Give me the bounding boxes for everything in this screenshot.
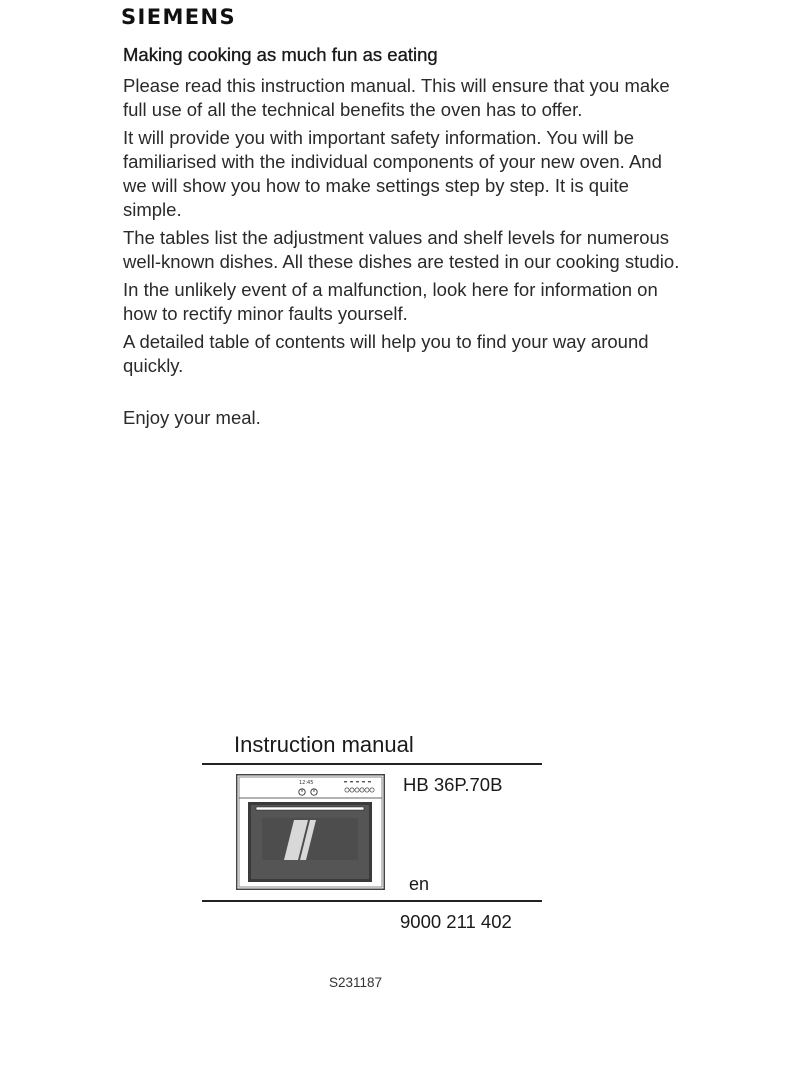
siemens-logo: SIEMENS bbox=[121, 5, 237, 29]
bottom-rule bbox=[202, 900, 542, 902]
oven-illustration bbox=[236, 774, 385, 890]
oven-door bbox=[248, 802, 372, 882]
intro-paragraph: The tables list the adjustment values and shelf levels for numerous well-known dishes. All these dishes are tested in our cooking studio. bbox=[123, 227, 680, 272]
top-rule bbox=[202, 763, 542, 765]
intro-paragraph: In the unlikely event of a malfunction, look here for information on how to rectify minor faults yourself. bbox=[123, 279, 658, 324]
intro-paragraph: Please read this instruction manual. This will ensure that you make full use of all the technical benefits the oven has to offer. bbox=[123, 75, 670, 120]
intro-heading: Making cooking as much fun as eating bbox=[123, 44, 438, 65]
oven-display-text: 12:45 bbox=[299, 780, 314, 786]
intro-section bbox=[123, 42, 683, 434]
model-number: HB 36P.70B bbox=[403, 774, 503, 795]
intro-paragraph: It will provide you with important safety information. You will be familiarised with the individual components of your new oven. And we will show you how to make settings step by step. It is quite simple. bbox=[123, 127, 662, 220]
manual-title: Instruction manual bbox=[234, 732, 414, 757]
intro-paragraph: A detailed table of contents will help you to find your way around quickly. bbox=[123, 331, 649, 376]
part-number: 9000 211 402 bbox=[400, 911, 512, 932]
closing-line: Enjoy your meal. bbox=[123, 407, 261, 428]
language-code: en bbox=[409, 874, 430, 894]
document-reference: S231187 bbox=[329, 975, 383, 990]
